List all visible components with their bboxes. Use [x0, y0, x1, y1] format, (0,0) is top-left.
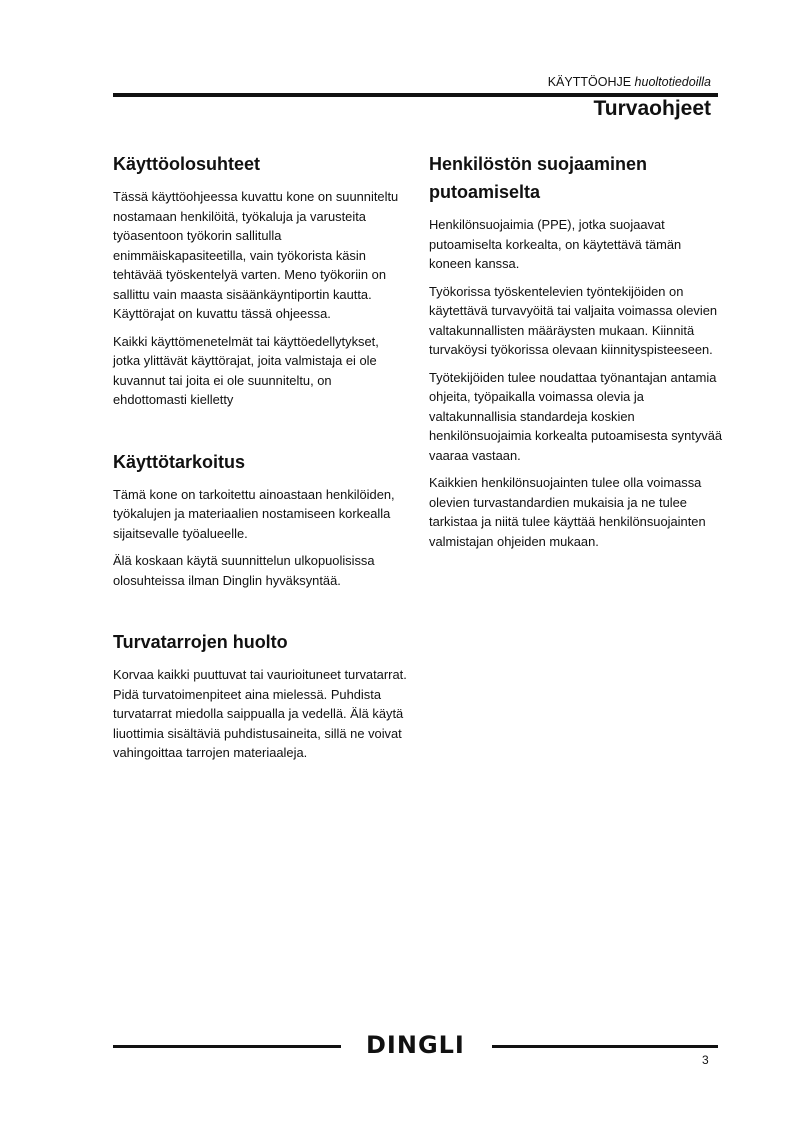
paragraph: Työkorissa työskentelevien työntekijöiden on käytettävä turvavyöitä tai valjaita voimassa olevien valtakunnallisten määräysten mukaan. Kiinnitä turvaköysi työkorissa olevaan kiinnityspisteeseen.: [429, 283, 718, 357]
doc-type: KÄYTTÖOHJE: [547, 75, 632, 89]
section-heading: Turvatarrojen huolto: [113, 632, 288, 652]
page-number: 3: [702, 1053, 709, 1067]
section-heading: Henkilöstön suojaaminen putoamiselta: [429, 154, 648, 202]
running-header: [548, 75, 711, 89]
page-title: Turvaohjeet: [593, 97, 711, 120]
section-decal-maintenance: [113, 628, 408, 763]
paragraph: Kaikkien henkilönsuojainten tulee olla voimassa olevien turvastandardien mukaisia ja ne tulee tarkistaa ja niitä tulee käyttää henkilönsuojainten valmistajan ohjeiden mukaan.: [429, 475, 706, 549]
footer-divider-left: [113, 1045, 341, 1048]
doc-subtype: huoltotiedoilla: [634, 75, 711, 89]
paragraph: Kaikki käyttömenetelmät tai käyttöedellytykset, jotka ylittävät käyttörajat, joita valmistaja ei ole kuvannut tai joita ei ole suunniteltu, on ehdottomasti kielletty: [113, 333, 379, 407]
right-column: [429, 150, 724, 551]
section-operating-conditions: [113, 150, 408, 410]
paragraph: Tämä kone on tarkoitettu ainoastaan henkilöiden, työkalujen ja materiaalien nostamiseen korkealla sijaitsevalle työalueelle.: [113, 486, 395, 541]
section-fall-protection: [429, 150, 724, 551]
section-heading: Käyttötarkoitus: [113, 451, 246, 472]
paragraph: Tässä käyttöohjeessa kuvattu kone on suunniteltu nostamaan henkilöitä, työkaluja ja varusteita työasentoon työkorin sallitulla enimmäiskapasiteetilla, vain työkorista käsin tehtävää työskentelyä varten. Meno työkoriin on sallittu vain maasta sisäänkäyntiportin kautta. Käyttörajat on kuvattu tässä ohjeessa.: [113, 189, 399, 321]
paragraph: Älä koskaan käytä suunnittelun ulkopuolisissa olosuhteissa ilman Dinglin hyväksyntää.: [113, 553, 375, 588]
left-column: [113, 150, 408, 763]
dingli-logo: DINGLI: [366, 1031, 465, 1059]
paragraph: Korvaa kaikki puuttuvat tai vaurioituneet turvatarrat. Pidä turvatoimenpiteet aina mielessä. Puhdista turvatarrat miedolla saippualla ja vedellä. Älä käytä liuottimia sisältäviä puhdistusaineita, sillä ne voivat vahingoittaa tarrojen materiaaleja.: [113, 667, 407, 760]
section-heading: Käyttöolosuhteet: [113, 154, 261, 174]
footer-divider-right: [492, 1045, 718, 1048]
section-intended-use: [113, 448, 408, 591]
paragraph: Henkilönsuojaimia (PPE), jotka suojaavat putoamiselta korkealta, on käytettävä tämän koneen kanssa.: [429, 217, 682, 271]
paragraph: Työtekijöiden tulee noudattaa työnantajan antamia ohjeita, työpaikalla voimassa olevia ja valtakunnallisia standardeja koskien henkilönsuojaimia korkealta putoamisesta syntyvää vaaraa vastaan.: [429, 369, 723, 463]
